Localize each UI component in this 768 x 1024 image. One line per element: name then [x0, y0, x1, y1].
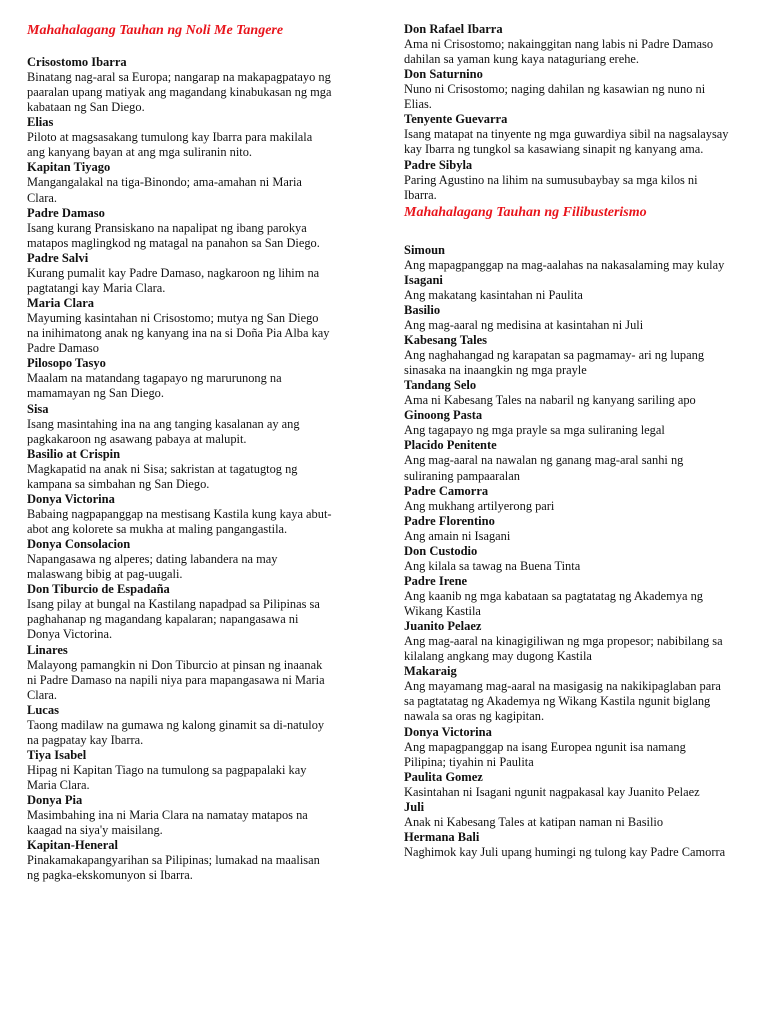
- character-name: Padre Sibyla: [404, 157, 473, 172]
- character-name: Maria Clara: [27, 296, 94, 311]
- character-entry: [404, 378, 729, 408]
- character-description: Ang makatang kasintahan ni Paulita: [404, 287, 583, 302]
- character-name: Ginoong Pasta: [404, 408, 483, 423]
- character-entry: [27, 582, 332, 642]
- character-entry: [27, 537, 332, 582]
- character-name: Kabesang Tales: [404, 333, 488, 348]
- character-name: Simoun: [404, 242, 445, 257]
- character-entry: [27, 296, 332, 356]
- character-name: Sisa: [27, 401, 49, 416]
- character-description: Ama ni Kabesang Tales na nabaril ng kanyang sariling apo: [404, 393, 696, 408]
- character-description: Ang mag-aaral na kinagigiliwan ng mga propesor; nabibilang sa kilalang angkang may dugong Kastila: [404, 634, 723, 664]
- character-description: Masimbahing ina ni Maria Clara na namatay matapos na kaagad na siya'y maisilang.: [27, 808, 308, 838]
- character-description: Ang mayamang mag-aaral na masigasig na nakikipaglaban para sa pagtatatag ng Akademya ng Wikang Kastila ngunit biglang nawala sa oras ng kagipitan.: [404, 679, 721, 724]
- character-entry: [27, 793, 332, 838]
- character-entry: [404, 243, 729, 273]
- character-entry: [404, 725, 729, 770]
- character-name: Padre Florentino: [404, 513, 495, 528]
- character-name: Don Custodio: [404, 543, 478, 558]
- character-description: Anak ni Kabesang Tales at katipan naman ni Basilio: [404, 814, 664, 829]
- character-entry: [404, 408, 729, 438]
- character-entry: [404, 333, 729, 378]
- character-description: Nuno ni Crisostomo; naging dahilan ng kasawian ng nuno ni Elias.: [404, 82, 706, 112]
- right-column: [404, 22, 729, 860]
- character-name: Padre Camorra: [404, 483, 489, 498]
- character-description: Isang kurang Pransiskano na napalipat ng ibang parokya matapos maglingkod ng matagal na panahon sa San Diego.: [27, 220, 320, 250]
- character-entry: [404, 770, 729, 800]
- character-description: Piloto at magsasakang tumulong kay Ibarra para makilala ang kanyang bayan at ang mga suliranin nito.: [27, 130, 313, 160]
- character-entry: [404, 22, 729, 67]
- character-name: Tandang Selo: [404, 378, 477, 393]
- character-name: Kapitan Tiyago: [27, 160, 111, 175]
- noli-character-list-continued: [404, 22, 729, 203]
- character-entry: [404, 303, 729, 333]
- character-description: Ang mag-aaral na nawalan ng ganang mag-aral sanhi ng suliraning pampaaralan: [404, 453, 684, 483]
- character-entry: [404, 664, 729, 724]
- character-name: Juli: [404, 799, 425, 814]
- character-description: Babaing nagpapanggap na mestisang Kastila kung kaya abut-abot ang kolorete sa mukha at maling pangangastila.: [27, 506, 332, 536]
- character-entry: [27, 748, 332, 793]
- character-name: Donya Victorina: [404, 724, 492, 739]
- character-name: Tiya Isabel: [27, 748, 87, 762]
- noli-section-title: Mahahalagang Tauhan ng Noli Me Tangere: [27, 23, 284, 38]
- character-name: Juanito Pelaez: [404, 619, 482, 634]
- noli-character-list: [27, 55, 332, 884]
- character-entry: [404, 158, 729, 203]
- character-entry: [404, 619, 729, 664]
- character-entry: [404, 112, 729, 157]
- character-description: Ang tagapayo ng mga prayle sa mga suliraning legal: [404, 423, 665, 438]
- left-column: [27, 22, 332, 884]
- character-name: Tenyente Guevarra: [404, 112, 508, 127]
- character-description: Malayong pamangkin ni Don Tiburcio at pinsan ng inaanak ni Padre Damaso na napili niya para mapangasawa ni Maria Clara.: [27, 657, 325, 702]
- character-name: Placido Penitente: [404, 438, 497, 453]
- character-entry: [404, 830, 729, 860]
- character-name: Padre Damaso: [27, 205, 105, 220]
- character-entry: [404, 484, 729, 514]
- character-entry: [27, 643, 332, 703]
- character-name: Don Tiburcio de Espadaña: [27, 582, 170, 597]
- character-description: Kasintahan ni Isagani ngunit nagpakasal kay Juanito Pelaez: [404, 784, 700, 799]
- character-name: Donya Consolacion: [27, 537, 131, 552]
- character-description: Ang mapagpanggap na isang Europea ngunit isa namang Pilipina; tiyahin ni Paulita: [404, 739, 686, 769]
- character-entry: [27, 251, 332, 296]
- character-entry: [404, 544, 729, 574]
- character-description: Napangasawa ng alperes; dating labandera na may malaswang bibig at pag-uugali.: [27, 552, 278, 582]
- character-entry: [27, 402, 332, 447]
- fili-section-title: Mahahalagang Tauhan ng Filibusterismo: [404, 204, 647, 220]
- character-entry: [404, 574, 729, 619]
- character-entry: [404, 514, 729, 544]
- character-entry: [27, 492, 332, 537]
- character-name: Lucas: [27, 702, 59, 717]
- character-description: Maalam na matandang tagapayo ng marurunong na mamamayan ng San Diego.: [27, 371, 282, 401]
- character-description: Ang amain ni Isagani: [404, 528, 511, 543]
- character-description: Taong madilaw na gumawa ng kalong ginamit sa di-natuloy na pagpatay kay Ibarra.: [27, 717, 325, 747]
- character-entry: [404, 67, 729, 112]
- character-entry: [27, 447, 332, 492]
- character-name: Padre Irene: [404, 573, 468, 588]
- character-entry: [404, 438, 729, 483]
- character-description: Paring Agustino na lihim na sumusubaybay sa mga kilos ni Ibarra.: [404, 172, 698, 202]
- character-entry: [27, 838, 332, 883]
- character-name: Elias: [27, 115, 54, 130]
- character-name: Don Saturnino: [404, 67, 483, 82]
- fili-character-list: [404, 243, 729, 860]
- character-description: Ang kaanib ng mga kabataan sa pagtatatag ng Akademya ng Wikang Kastila: [404, 588, 703, 618]
- character-description: Isang masintahing ina na ang tanging kasalanan ay ang pagkakaroon ng asawang pabaya at malupit.: [27, 416, 300, 446]
- character-entry: [27, 115, 332, 160]
- character-name: Linares: [27, 642, 68, 657]
- character-description: Ang mukhang artilyerong pari: [404, 498, 555, 513]
- character-name: Isagani: [404, 272, 443, 287]
- character-name: Donya Victorina: [27, 491, 115, 506]
- character-name: Basilio: [404, 302, 441, 317]
- character-entry: [404, 800, 729, 830]
- character-name: Donya Pia: [27, 793, 83, 808]
- character-description: Mayuming kasintahan ni Crisostomo; mutya ng San Diego na inihimatong anak ng kanyang ina na si Doña Pia Alba kay Padre Damaso: [27, 311, 330, 356]
- character-entry: [27, 356, 332, 401]
- character-name: Hermana Bali: [404, 829, 480, 844]
- character-name: Kapitan-Heneral: [27, 838, 118, 853]
- character-description: Pinakamakapangyarihan sa Pilipinas; lumakad na maalisan ng pagka-ekskomunyon si Ibarra.: [27, 853, 320, 883]
- character-description: Isang matapat na tinyente ng mga guwardiya sibil na nagsalaysay kay Ibarra ng tungkol sa kasawiang sinapit ng kanyang ama.: [404, 127, 729, 157]
- character-description: Isang pilay at bungal na Kastilang napadpad sa Pilipinas sa paghahanap ng magandang kapalaran; napangasawa ni Donya Victorina.: [27, 597, 320, 642]
- character-name: Crisostomo Ibarra: [27, 55, 127, 69]
- character-entry: [27, 703, 332, 748]
- character-description: Binatang nag-aral sa Europa; nangarap na makapagpatayo ng paaralan upang matiyak ang magandang kinabukasan ng mga kabataan ng San Diego.: [27, 70, 332, 115]
- character-entry: [404, 273, 729, 303]
- character-description: Ang kilala sa tawag na Buena Tinta: [404, 558, 581, 573]
- character-name: Pilosopo Tasyo: [27, 356, 106, 371]
- character-description: Naghimok kay Juli upang humingi ng tulong kay Padre Camorra: [404, 844, 726, 859]
- character-entry: [27, 206, 332, 251]
- character-description: Kurang pumalit kay Padre Damaso, nagkaroon ng lihim na pagtatangi kay Maria Clara.: [27, 265, 320, 295]
- character-description: Mangangalakal na tiga-Binondo; ama-amahan ni Maria Clara.: [27, 175, 302, 205]
- character-description: Magkapatid na anak ni Sisa; sakristan at tagatugtog ng kampana sa simbahan ng San Diego.: [27, 461, 298, 491]
- character-name: Basilio at Crispin: [27, 446, 121, 461]
- character-description: Ang mapagpanggap na mag-aalahas na nakasalaming may kulay: [404, 257, 725, 272]
- character-description: Ama ni Crisostomo; nakainggitan nang labis ni Padre Damaso dahilan sa yaman kung kaya nataguriang erehe.: [404, 37, 714, 67]
- character-description: Ang naghahangad ng karapatan sa pagmamay- ari ng lupang sinasaka na inaangkin ng mga prayle: [404, 348, 705, 378]
- character-entry: [27, 160, 332, 205]
- character-name: Makaraig: [404, 664, 457, 679]
- character-name: Paulita Gomez: [404, 769, 483, 784]
- character-description: Hipag ni Kapitan Tiago na tumulong sa pagpapalaki kay Maria Clara.: [27, 763, 307, 793]
- character-description: Ang mag-aaral ng medisina at kasintahan ni Juli: [404, 317, 644, 332]
- character-name: Padre Salvi: [27, 250, 89, 265]
- character-entry: [27, 55, 332, 115]
- character-name: Don Rafael Ibarra: [404, 22, 503, 36]
